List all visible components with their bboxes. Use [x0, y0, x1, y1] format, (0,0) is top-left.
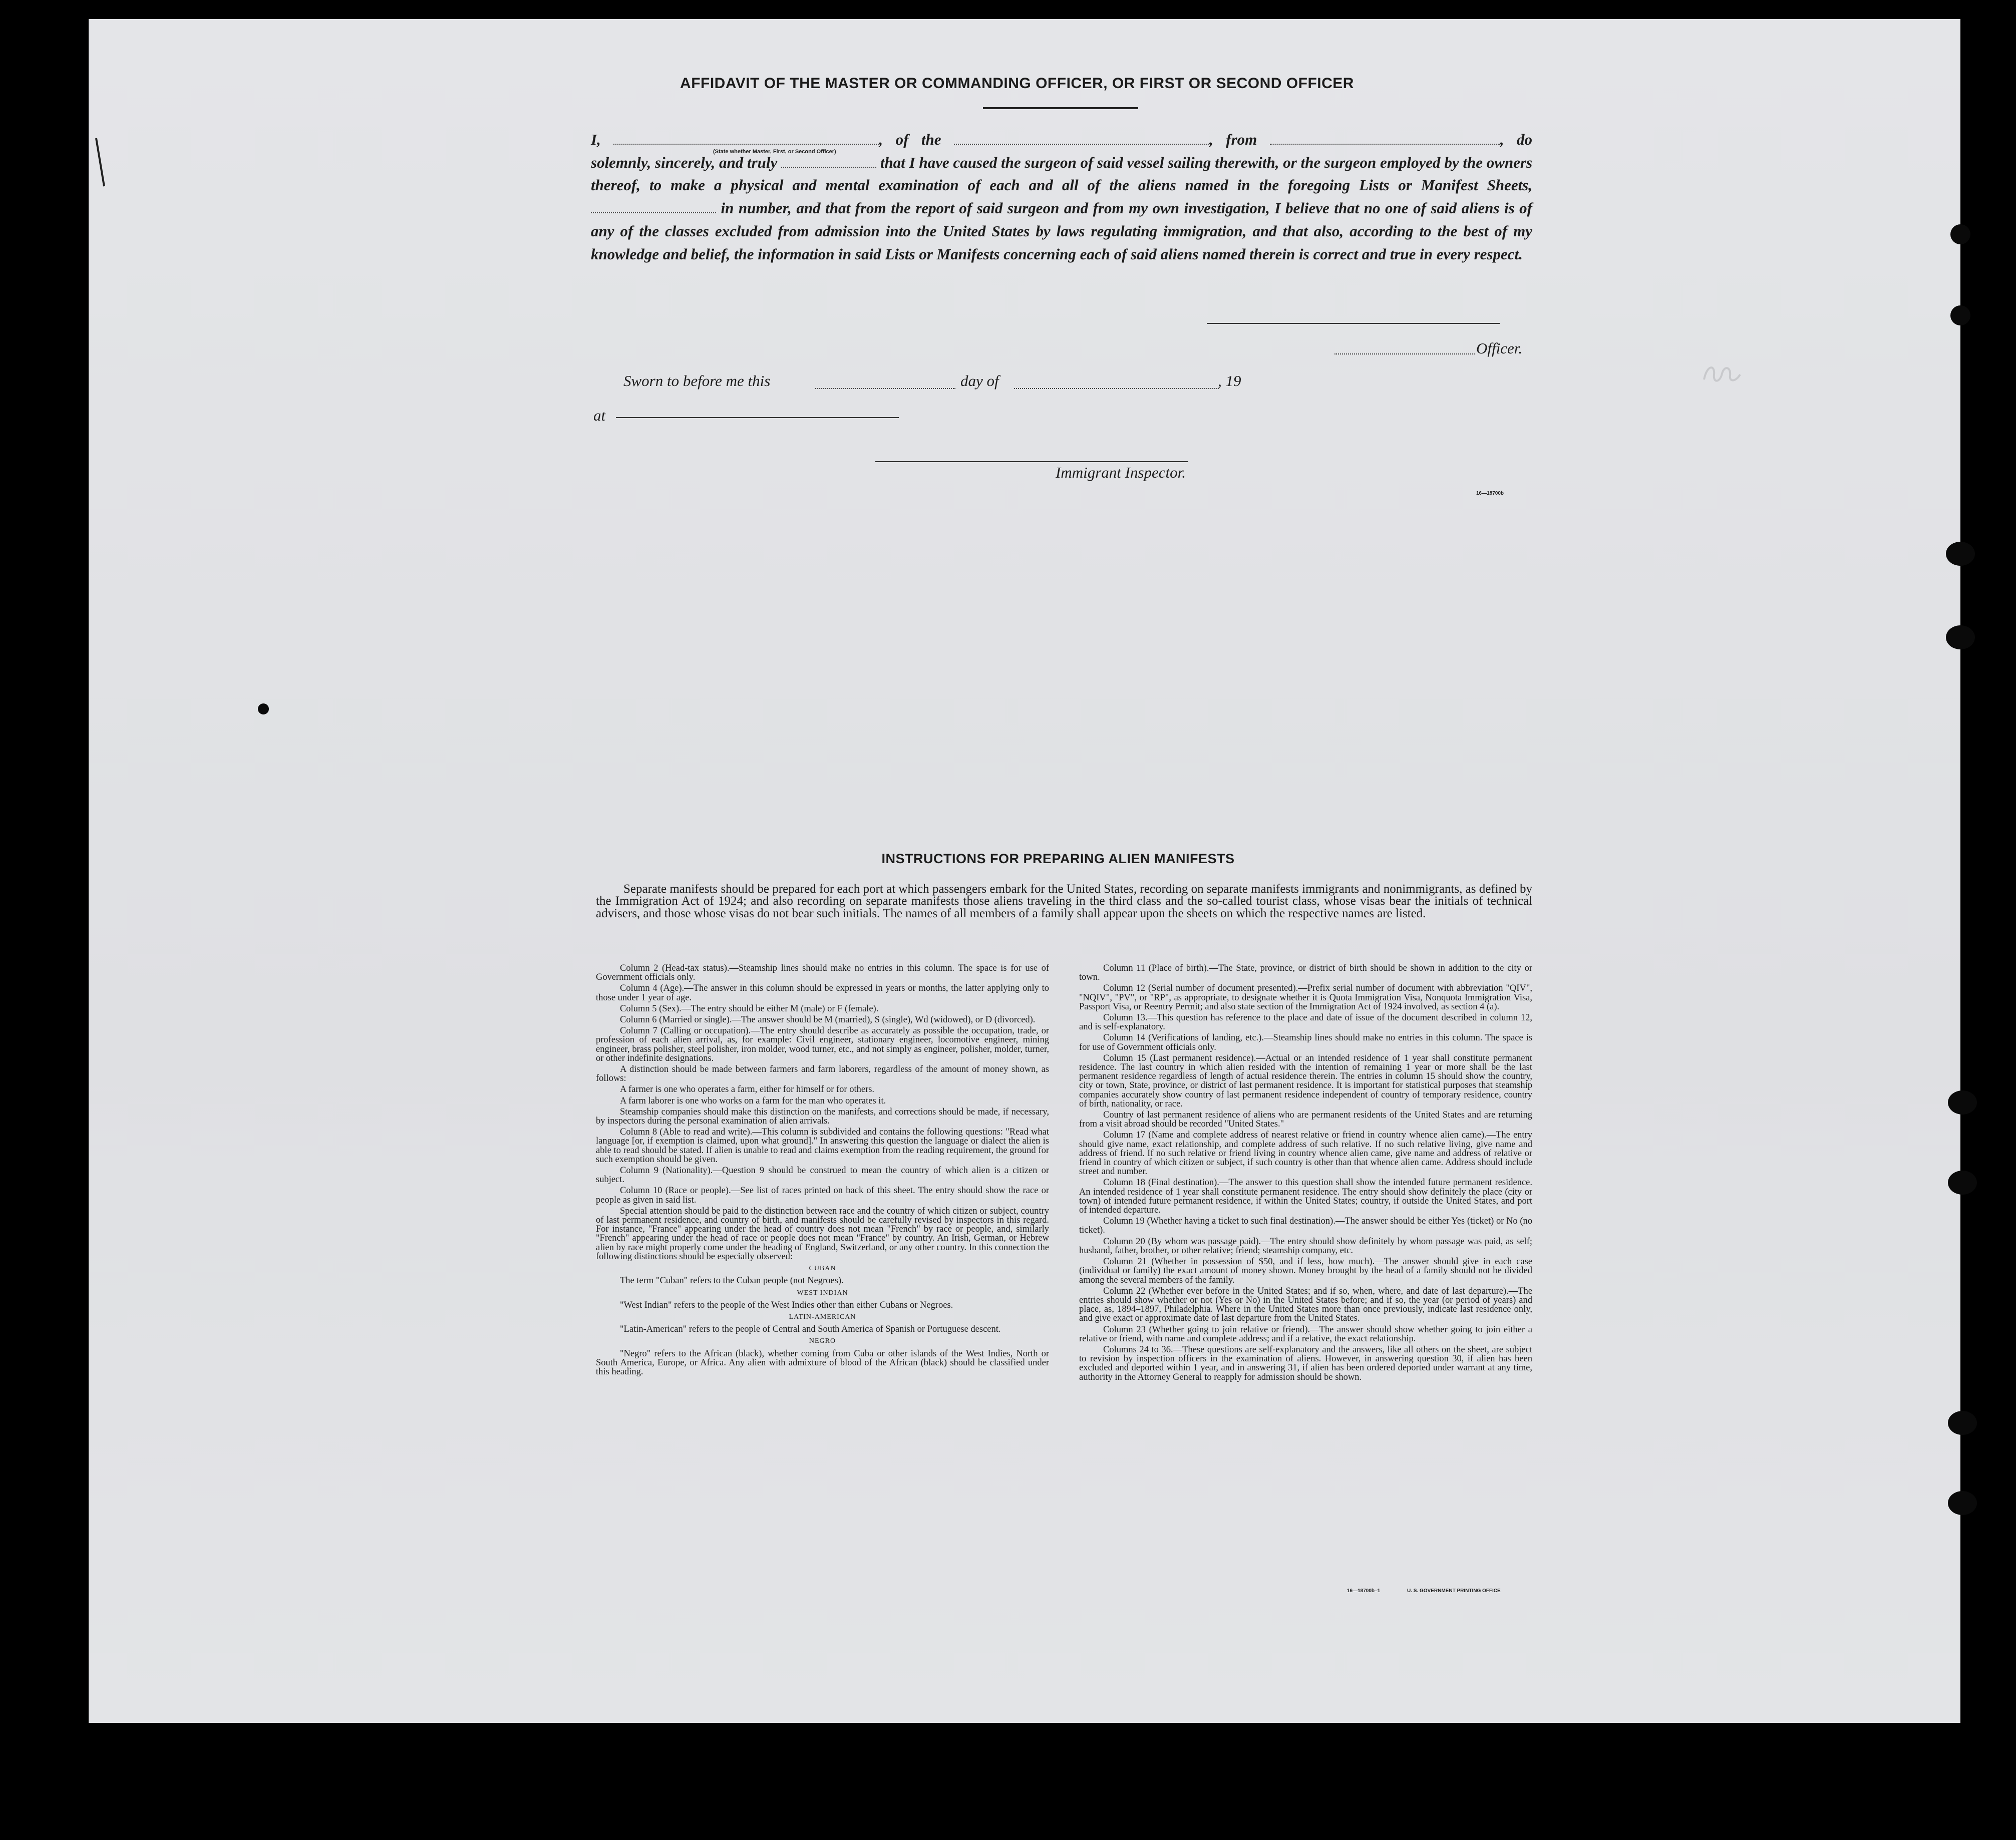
instruction-paragraph: Column 23 (Whether going to join relative or friend).—The answer should show whether going to join either a relative or friend, with name and complete address; and if a relative, the exact relationship. [1079, 1324, 1532, 1344]
instruction-paragraph: Column 17 (Name and complete address of nearest relative or friend in country whence alien came).—The entry should give name, exact relationship, and complete address of such relative. If no such relative living, give name and address of friend. If no such relative or friend living in country whence alien came, give name and address of relative or friend in country of which citizen or subject, if such country is other than that whence alien came. Address should include street and number. [1079, 1130, 1532, 1177]
punch-hole [1948, 1171, 1977, 1195]
instructions-intro: Separate manifests should be prepared for each port at which passengers embark for the United States, recording on separate manifests immigrants and nonimmigrants, as defined by the Immigration Act of 1924; and also recording on separate manifests those aliens traveling in the third class and the so-called tourist class, whose visas bear the initials of technical advisers, and those whose visas do not bear such initials. The names of all members of a family shall appear upon the sheets on which the respective names are listed. [596, 882, 1532, 920]
punch-hole [1948, 1491, 1977, 1515]
rank-hint: (State whether Master, First, or Second Officer) [713, 149, 836, 155]
affidavit-title: AFFIDAVIT OF THE MASTER OR COMMANDING OFFICER, OR FIRST OR SECOND OFFICER [680, 75, 1354, 92]
form-number: 16—18700b [1476, 491, 1504, 496]
ink-dot [258, 703, 269, 714]
document-page [89, 19, 1960, 1723]
instruction-paragraph: Column 11 (Place of birth).—The State, province, or district of birth should be shown in addition to the city or town. [1079, 963, 1532, 983]
instruction-paragraph: Column 13.—This question has reference to the place and date of issue of the document described in column 12, and is self-explanatory. [1079, 1013, 1532, 1032]
day-of-label: day of [960, 372, 999, 390]
sworn-day-field[interactable] [815, 388, 955, 389]
punch-hole [1946, 625, 1975, 649]
instruction-paragraph: Column 2 (Head-tax status).—Steamship lines should make no entries in this column. The space is for use of Government officials only. [596, 963, 1049, 983]
punch-hole [1946, 542, 1975, 566]
instruction-paragraph: Steamship companies should make this distinction on the manifests, and corrections should be made, if necessary, by inspectors during the personal examination of alien arrivals. [596, 1107, 1049, 1127]
inspector-signature-line[interactable] [875, 461, 1188, 462]
printer-credit: U. S. GOVERNMENT PRINTING OFFICE [1407, 1588, 1501, 1594]
instruction-paragraph: Special attention should be paid to the distinction between race and the country of which citizen or subject, country of last permanent residence, and country of birth, and manifests should be carefully revised by inspectors in this regard. For instance, "France" appearing under the head of country does not mean "French" by race or people, and, similarly "French" appearing under the head of race or people does not mean "France" by country. An Irish, German, or Hebrew alien by race might properly come under the heading of England, Switzerland, or any other country. In this connection the following distinctions should be especially observed: [596, 1206, 1049, 1262]
instructions-right-column [1079, 964, 1532, 1384]
sworn-month-field[interactable] [1014, 388, 1219, 389]
cuban-heading: CUBAN [809, 1265, 836, 1273]
affidavit-word: , do [1500, 131, 1533, 148]
instruction-paragraph: Column 10 (Race or people).—See list of races printed on back of this sheet. The entry should show the race or people as given in said list. [596, 1186, 1049, 1205]
west-indian-text: "West Indian" refers to the people of the West Indies other than either Cubans or Negroes. [620, 1300, 953, 1310]
affidavit-word: I, [591, 131, 601, 148]
at-label: at [593, 407, 606, 424]
instruction-paragraph: Column 4 (Age).—The answer in this column should be expressed in years or months, the latter applying only to those under 1 year of age. [596, 983, 1049, 1003]
handwritten-mark [1700, 359, 1745, 390]
officer-signature-line[interactable] [1207, 323, 1500, 324]
affidavit-word: solemnly, sincerely, and truly [591, 153, 778, 171]
instructions-title: INSTRUCTIONS FOR PREPARING ALIEN MANIFESTS [881, 851, 1235, 866]
instruction-paragraph: Columns 24 to 36.—These questions are self-explanatory and the answers, like all others on the sheet, are subject to revision by inspection officers in the examination of aliens. However, in answering question 30, if alien has been excluded and deported within 1 year, and in answering 31, if alien has been ordered deported under warrant at any time, authority in the Attorney General to reapply for admission should be shown. [1079, 1344, 1532, 1382]
instruction-paragraph: Column 9 (Nationality).—Question 9 should be construed to mean the country of which alien is a citizen or subject. [596, 1166, 1049, 1185]
instruction-paragraph: Column 5 (Sex).—The entry should be either M (male) or F (female). [620, 1003, 879, 1014]
edge-notch [1950, 224, 1970, 244]
officer-label: Officer. [1476, 339, 1523, 357]
instruction-paragraph: Column 12 (Serial number of document presented).—Prefix serial number of document with abbreviation "QIV", "NQIV", "PV", or "RP", as appropriate, to designate whether it is Quota Immigration Visa, Nonquota Immigration Visa, Passport Visa, or Reentry Permit; and also state section of the Immigration Act of 1924 involved, as section 4 (a). [1079, 983, 1532, 1012]
affidavit-word: , from [1209, 131, 1257, 148]
cuban-text: The term "Cuban" refers to the Cuban people (not Negroes). [620, 1276, 844, 1286]
affidavit-word: in number, and that from the report of said surgeon and from my own investigation, I believe that no one of said aliens is of any of the classes excluded from admission into the United States by laws regulating immigration, and that also, according to the best of my knowledge and belief, the information in said Lists or Manifests concerning each of said aliens named therein is correct and true in every respect. [591, 199, 1532, 263]
punch-hole [1948, 1090, 1977, 1115]
instruction-paragraph: Column 14 (Verifications of landing, etc.).—Steamship lines should make no entries in this column. The space is for use of Government officials only. [1079, 1033, 1532, 1052]
place-field[interactable] [616, 417, 899, 418]
sworn-label: Sworn to before me this [623, 372, 771, 390]
instruction-paragraph: Column 6 (Married or single).—The answer should be M (married), S (single), Wd (widowed), or D (divorced). [620, 1015, 1036, 1025]
instruction-paragraph: Country of last permanent residence of aliens who are permanent residents of the United States and are returning from a visit abroad should be recorded "United States." [1079, 1110, 1532, 1130]
instruction-paragraph: A distinction should be made between farmers and farm laborers, regardless of the amount of money shown, as follows: [596, 1064, 1049, 1084]
instruction-paragraph: Column 19 (Whether having a ticket to such final destination).—The answer should be either Yes (ticket) or No (no ticket). [1079, 1216, 1532, 1236]
instruction-paragraph: Column 18 (Final destination).—The answer to this question shall show the intended future permanent residence. An intended residence of 1 year shall constitute permanent residence. The entry should show definitely the place (city or town) of intended future permanent residence, if within the United States; country, if outside the United States, and port of intended departure. [1079, 1178, 1532, 1216]
instruction-paragraph: Column 7 (Calling or occupation).—The entry should describe as accurately as possible the occupation, trade, or profession of each alien arrival, as, for example: Civil engineer, stationary engineer, locomotive engineer, mining engineer, brass polisher, steel polisher, iron molder, wood turner, etc., and not simply as engineer, polisher, molder, turner, or other indefinite designations. [596, 1026, 1049, 1063]
title-rule [983, 107, 1138, 109]
inspector-label: Immigrant Inspector. [1056, 464, 1186, 481]
instruction-paragraph: A farmer is one who operates a farm, either for himself or for others. [620, 1084, 875, 1095]
oath-field[interactable] [781, 167, 876, 168]
instructions-form-number: 16—18700b–1 [1347, 1588, 1381, 1594]
edge-notch [1950, 305, 1970, 325]
negro-text: "Negro" refers to the African (black), whether coming from Cuba or other islands of the West Indies, North or South America, Europe, or Africa. Any alien with admixture of blood of the African (black) should be classified under this heading. [596, 1348, 1049, 1377]
rank-field[interactable] [613, 144, 879, 145]
count-field[interactable] [591, 212, 716, 213]
instruction-paragraph: Column 15 (Last permanent residence).—Actual or an intended residence of 1 year shall constitute permanent residence. The last country in which alien resided with the intention of remaining 1 year or more shall be the last permanent residence regardless of length of actual residence therein. The entries in column 15 should show the country, city or town, State, province, or district of last permanent residence. It is important for statistical purposes that steamship companies accurately show country of last permanent residence independent of country of temporary residence, country of birth, nationality, or race. [1079, 1053, 1532, 1109]
instructions-left-column [596, 964, 1049, 1378]
pencil-mark [93, 136, 108, 191]
affidavit-word: , of the [879, 131, 941, 148]
instruction-paragraph: Column 21 (Whether in possession of $50, and if less, how much).—The answer should give in each case (individual or family) the exact amount of money shown. Money brought by the head of a family should not be divided among the several members of the family. [1079, 1257, 1532, 1285]
officer-name-line[interactable] [1334, 353, 1475, 354]
latin-american-text: "Latin-American" refers to the people of Central and South America of Spanish or Portuguese descent. [620, 1324, 1001, 1335]
negro-heading: NEGRO [809, 1337, 836, 1345]
vessel-field[interactable] [954, 144, 1209, 145]
instruction-paragraph: Column 20 (By whom was passage paid).—The entry should show definitely by whom passage was paid, as self; husband, father, brother, or other relative; friend; steamship company, etc. [1079, 1236, 1532, 1256]
latin-american-heading: LATIN-AMERICAN [789, 1313, 856, 1321]
instruction-paragraph: Column 8 (Able to read and write).—This column is subdivided and contains the following questions: "Read what language [or, if exemption is claimed, upon what ground]." In answering this question the language or dialect the alien is able to read should be stated. If alien is unable to read and claims exemption from the reading requirement, the ground for such exemption should be given. [596, 1127, 1049, 1165]
port-field[interactable] [1270, 144, 1500, 145]
affidavit-word: that I have caused the surgeon of said vessel sailing therewith, or the surgeon employed by the owners thereof, to make a physical and mental examination of each and all of the aliens named in the foregoing Lists or Manifest Sheets, [591, 153, 1533, 194]
instruction-paragraph: A farm laborer is one who works on a farm for the man who operates it. [620, 1095, 886, 1106]
instruction-paragraph: Column 22 (Whether ever before in the United States; and if so, when, where, and date of last departure).—The entries should show whether or not (Yes or No) in the United States before; and if so, the year (or period of years) and place, as, 1894–1897, Philadelphia. Where in the United States more than once previously, indicate last residence only, and give exact or approximate date of last departure from the United States. [1079, 1286, 1532, 1324]
punch-hole [1948, 1411, 1977, 1435]
west-indian-heading: WEST INDIAN [797, 1289, 848, 1297]
year-label: , 19 [1218, 372, 1241, 390]
